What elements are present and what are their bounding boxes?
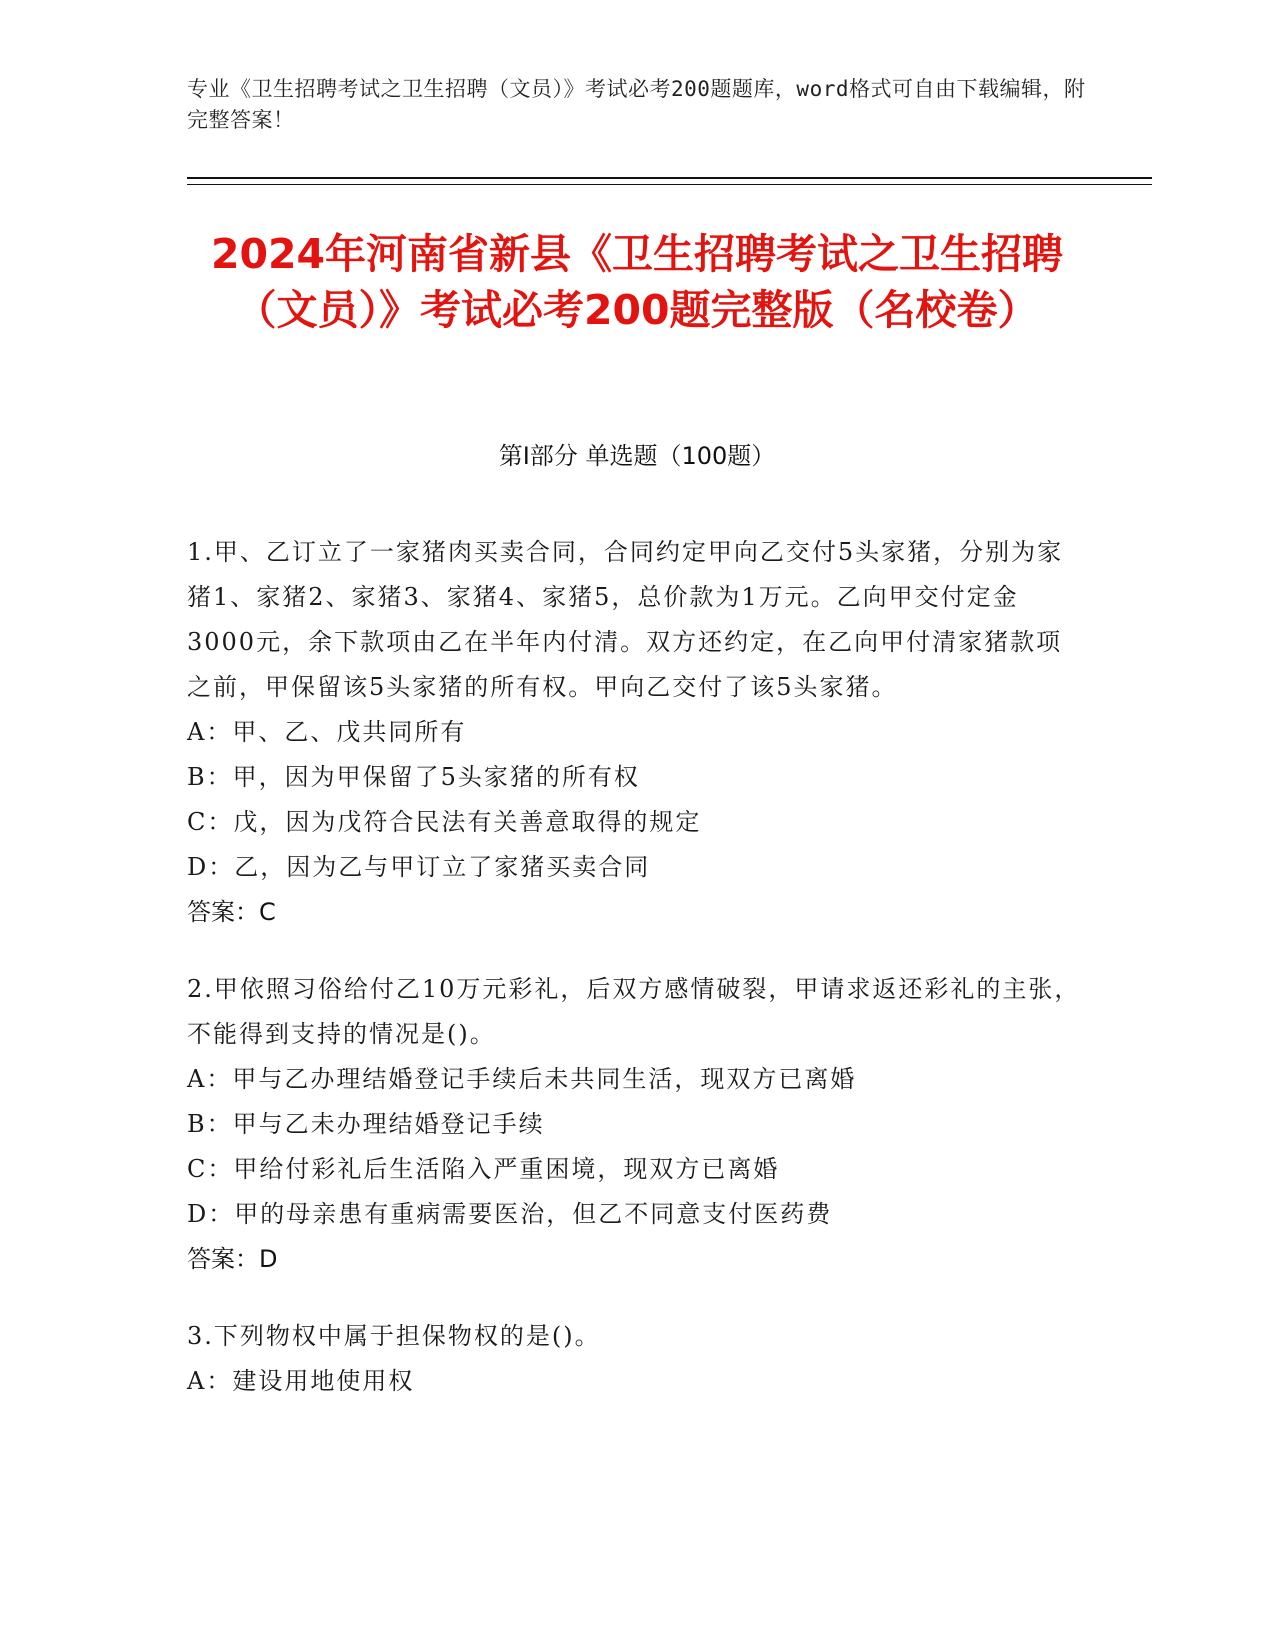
question-1 [187,530,1087,935]
header-note: 专业《卫生招聘考试之卫生招聘（文员）》考试必考200题题库，word格式可自由下载编辑，附完整答案！ [187,77,1086,132]
question-stem: 1.甲、乙订立了一家猪肉买卖合同，合同约定甲向乙交付5头家猪，分别为家猪1、家猪2、家猪3、家猪4、家猪5，总价款为1万元。乙向甲交付定金3000元，余下款项由乙在半年内付清。双方还约定，在乙向甲付清家猪款项之前，甲保留该5头家猪的所有权。甲向乙交付了该5头家猪。 [187,538,1064,701]
question-3 [187,1314,1087,1404]
option-c: C：甲给付彩礼后生活陷入严重困境，现双方已离婚 [187,1155,780,1183]
option-c: C：戊，因为戊符合民法有关善意取得的规定 [187,808,702,836]
answer: 答案：C [187,898,276,926]
question-stem: 3.下列物权中属于担保物权的是()。 [187,1322,601,1350]
section-title: 第Ⅰ部分 单选题（100题） [498,442,776,470]
option-b: B：甲，因为甲保留了5头家猪的所有权 [187,763,640,791]
option-a: A：建设用地使用权 [187,1367,415,1395]
document-title: 2024年河南省新县《卫生招聘考试之卫生招聘（文员）》考试必考200题完整版（名校卷） [210,230,1064,334]
header-divider-thin [187,184,1152,185]
question-list [187,530,1087,1436]
option-d: D：乙，因为乙与甲订立了家猪买卖合同 [187,853,651,881]
question-stem: 2.甲依照习俗给付乙10万元彩礼，后双方感情破裂，甲请求返还彩礼的主张，不能得到支持的情况是()。 [187,975,1081,1048]
option-a: A：甲、乙、戊共同所有 [187,718,467,746]
option-a: A：甲与乙办理结婚登记手续后未共同生活，现双方已离婚 [187,1065,857,1093]
answer: 答案：D [187,1245,278,1273]
header-divider-thick [187,177,1152,179]
question-2 [187,967,1087,1282]
option-b: B：甲与乙未办理结婚登记手续 [187,1110,545,1138]
option-d: D：甲的母亲患有重病需要医治，但乙不同意支付医药费 [187,1200,833,1228]
